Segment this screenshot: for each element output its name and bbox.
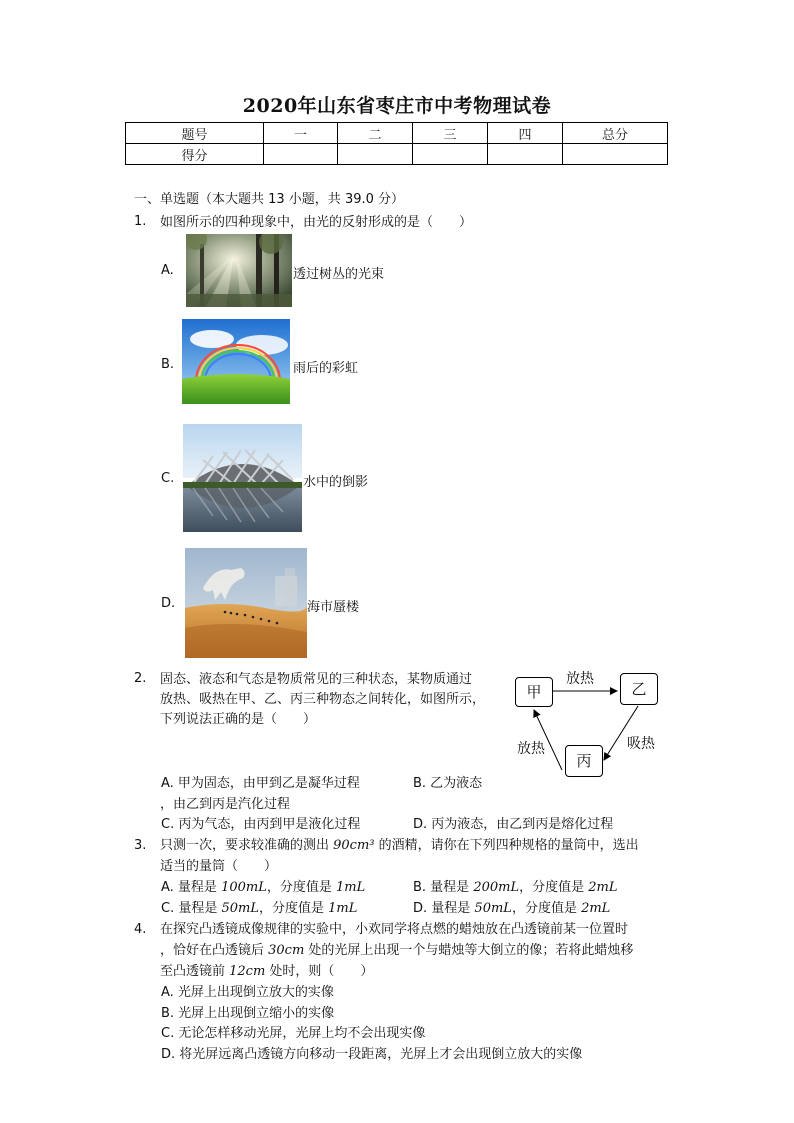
- diagram-label-ca: 放热: [517, 741, 545, 757]
- text-segment: 的酒精，请你在下列四种规格的量筒中，选出: [374, 838, 639, 853]
- score-header-cell: 一: [264, 123, 338, 144]
- diagram-label-bc: 吸热: [627, 736, 655, 752]
- page-title: 2020年山东省枣庄市中考物理试卷: [242, 95, 552, 117]
- rainbow-photo: [182, 319, 290, 404]
- text-segment: 至凸透镜前: [160, 964, 230, 979]
- option-a: A. 甲为固态，由甲到乙是凝华过程: [161, 776, 360, 791]
- diagram-node-yi: 乙: [620, 673, 658, 705]
- option-b: B. 光屏上出现倒立缩小的实像: [161, 1006, 335, 1021]
- option-caption: 雨后的彩虹: [293, 361, 359, 376]
- score-header-cell: 题号: [126, 123, 264, 144]
- question-text-line: [160, 960, 373, 979]
- text-segment: 处时，则（ ）: [265, 964, 374, 979]
- score-header-cell: 三: [413, 123, 488, 144]
- option-b: [413, 876, 617, 895]
- math-value: 30cm: [268, 943, 305, 958]
- option-caption: 海市蜃楼: [307, 600, 360, 615]
- math-value: 50mL: [221, 901, 259, 916]
- math-value: 1mL: [335, 880, 366, 895]
- diagram-node-jia: 甲: [515, 677, 553, 707]
- score-table-header-row: [126, 123, 668, 144]
- math-value: 2mL: [581, 901, 611, 916]
- option-a: A. 光屏上出现倒立放大的实像: [161, 985, 334, 1000]
- math-value: 2mL: [588, 880, 618, 895]
- question-text-line: 下列说法正确的是（ ）: [160, 712, 317, 727]
- option-c: [161, 897, 357, 916]
- diagram-label-ab: 放热: [566, 671, 594, 687]
- score-cell: [264, 144, 338, 165]
- text-segment: 处的光屏上出现一个与蜡烛等大倒立的像；若将此蜡烛移: [304, 943, 634, 958]
- option-caption: 水中的倒影: [303, 475, 369, 490]
- score-cell: [413, 144, 488, 165]
- text-segment: ，分度值是: [511, 901, 582, 916]
- question-text-line: 在探究凸透镜成像规律的实验中，小欢同学将点燃的蜡烛放在凸透镜前某一位置时: [160, 922, 629, 937]
- question-text-line: 适当的量筒（ ）: [160, 859, 278, 874]
- score-header-cell: 四: [488, 123, 563, 144]
- desert-mirage-photo: [185, 548, 307, 658]
- diagram-node-bing: 丙: [565, 745, 603, 777]
- option-d: D. 将光屏远离凸透镜方向移动一段距离，光屏上才会出现倒立放大的实像: [161, 1047, 583, 1062]
- question-number: 1.: [134, 214, 147, 229]
- score-cell: [338, 144, 413, 165]
- text-segment: ，分度值是: [259, 901, 329, 916]
- option-letter: A.: [161, 263, 174, 278]
- math-value: 200mL: [473, 880, 520, 895]
- option-c: C. 无论怎样移动光屏，光屏上均不会出现实像: [161, 1026, 426, 1041]
- text-segment: A. 量程是: [161, 880, 222, 895]
- option-letter: D.: [161, 596, 176, 611]
- text-segment: C. 量程是: [161, 901, 222, 916]
- option-c: C. 丙为气态，由丙到甲是液化过程: [161, 817, 361, 832]
- math-value: 100mL: [221, 880, 267, 895]
- score-row-label: 得分: [126, 144, 264, 165]
- stadium-reflection-photo: [183, 424, 302, 532]
- text-segment: 只测一次，要求较准确的测出: [160, 838, 334, 853]
- math-value: 12cm: [229, 964, 266, 979]
- option-caption: 透过树丛的光束: [293, 267, 385, 282]
- option-a: [161, 876, 365, 895]
- score-table: [125, 122, 668, 165]
- score-table-row: [126, 144, 668, 165]
- score-cell: [563, 144, 668, 165]
- math-value: 50mL: [474, 901, 512, 916]
- section-heading: 一、单选题（本大题共 13 小题，共 39.0 分）: [134, 192, 405, 207]
- text-segment: ，分度值是: [519, 880, 589, 895]
- forest-light-beams-photo: [186, 234, 292, 307]
- option-b: B. 乙为液态: [413, 776, 483, 791]
- text-segment: D. 量程是: [413, 901, 475, 916]
- text-segment: B. 量程是: [413, 880, 474, 895]
- option-letter: C.: [161, 471, 175, 486]
- question-number: 3.: [134, 838, 147, 853]
- question-text-line: [160, 834, 639, 853]
- option-letter: B.: [161, 357, 175, 372]
- math-value: 1mL: [328, 901, 358, 916]
- question-text-line: 固态、液态和气态是物质常见的三种状态，某物质通过: [160, 672, 473, 687]
- question-text-line: 放热、吸热在甲、乙、丙三种物态之间转化，如图所示，: [160, 692, 486, 707]
- math-value: 90cm³: [333, 838, 375, 853]
- text-segment: ，分度值是: [266, 880, 336, 895]
- text-segment: ，恰好在凸透镜后: [160, 943, 269, 958]
- option-b-continued: ，由乙到丙是汽化过程: [160, 797, 291, 812]
- score-header-cell: 二: [338, 123, 413, 144]
- question-number: 2.: [134, 671, 147, 686]
- question-text-line: [160, 939, 633, 958]
- score-header-cell: 总分: [563, 123, 668, 144]
- question-number: 4.: [134, 922, 147, 937]
- question-text: 如图所示的四种现象中，由光的反射形成的是（ ）: [160, 215, 473, 230]
- score-cell: [488, 144, 563, 165]
- option-d: D. 丙为液态，由乙到丙是熔化过程: [413, 817, 614, 832]
- option-d: [413, 897, 610, 916]
